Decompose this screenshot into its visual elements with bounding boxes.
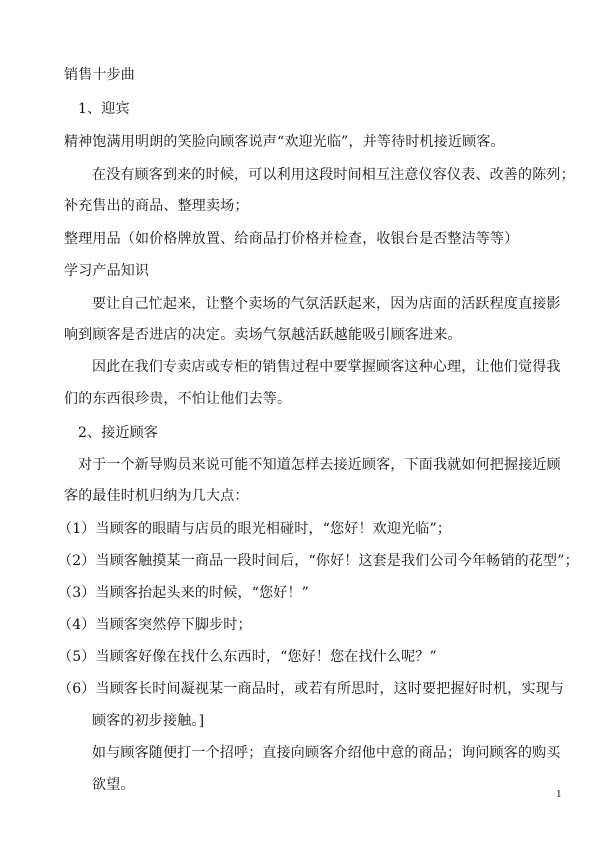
- paragraph-line: 精神饱满用明朗的笑脸向顾客说声“欢迎光临”，并等待时机接近顾客。: [64, 134, 505, 150]
- section-heading-approach: 2、接近顾客: [78, 425, 159, 441]
- paragraph-line: 欲望。: [92, 777, 135, 793]
- paragraph-line: 因此在我们专卖店或专柜的销售过程中要掌握顾客这种心理，让他们觉得我: [92, 359, 561, 375]
- list-item: （1）当顾客的眼睛与店员的眼光相碰时，“您好！欢迎光临”；: [58, 521, 452, 537]
- paragraph-line: 整理用品（如价格牌放置、给商品打价格并检查，收银台是否整洁等等）: [64, 231, 519, 247]
- paragraph-line: 们的东西很珍贵，不怕让他们去等。: [64, 391, 292, 407]
- list-item: （4）当顾客突然停下脚步时；: [58, 617, 252, 633]
- paragraph-line: 客的最佳时机归纳为几大点：: [64, 488, 249, 504]
- paragraph-line: 响到顾客是否进店的决定。卖场气氛越活跃越能吸引顾客进来。: [64, 327, 462, 343]
- list-item: （3）当顾客抬起头来的时候，“您好！”: [58, 585, 310, 601]
- paragraph-line: 如与顾客随便打一个招呼；直接向顾客介绍他中意的商品；询问顾客的购买: [92, 745, 561, 761]
- page-number: 1: [556, 788, 562, 800]
- list-item: （6）当顾客长时间凝视某一商品时，或若有所思时，这时要把握好时机，实现与: [58, 681, 565, 697]
- paragraph-line: 要让自己忙起来，让整个卖场的气氛活跃起来，因为店面的活跃程度直接影: [92, 296, 561, 312]
- document-title: 销售十步曲: [64, 67, 135, 83]
- paragraph-line: 对于一个新导购员来说可能不知道怎样去接近顾客，下面我就如何把握接近顾: [78, 457, 561, 473]
- list-item-continuation: 顾客的初步接触。]: [92, 713, 205, 729]
- list-item: （5）当顾客好像在找什么东西时，“您好！您在找什么呢？”: [58, 649, 437, 665]
- list-item: （2）当顾客触摸某一商品一段时间后，“你好！这套是我们公司今年畅销的花型”；: [58, 553, 579, 569]
- paragraph-line: 学习产品知识: [64, 263, 150, 279]
- paragraph-line: 在没有顾客到来的时候，可以利用这段时间相互注意仪容仪表、改善的陈列；: [92, 167, 575, 183]
- paragraph-line: 补充售出的商品、整理卖场；: [64, 198, 249, 214]
- section-heading-welcome: 1、迎宾: [78, 101, 130, 117]
